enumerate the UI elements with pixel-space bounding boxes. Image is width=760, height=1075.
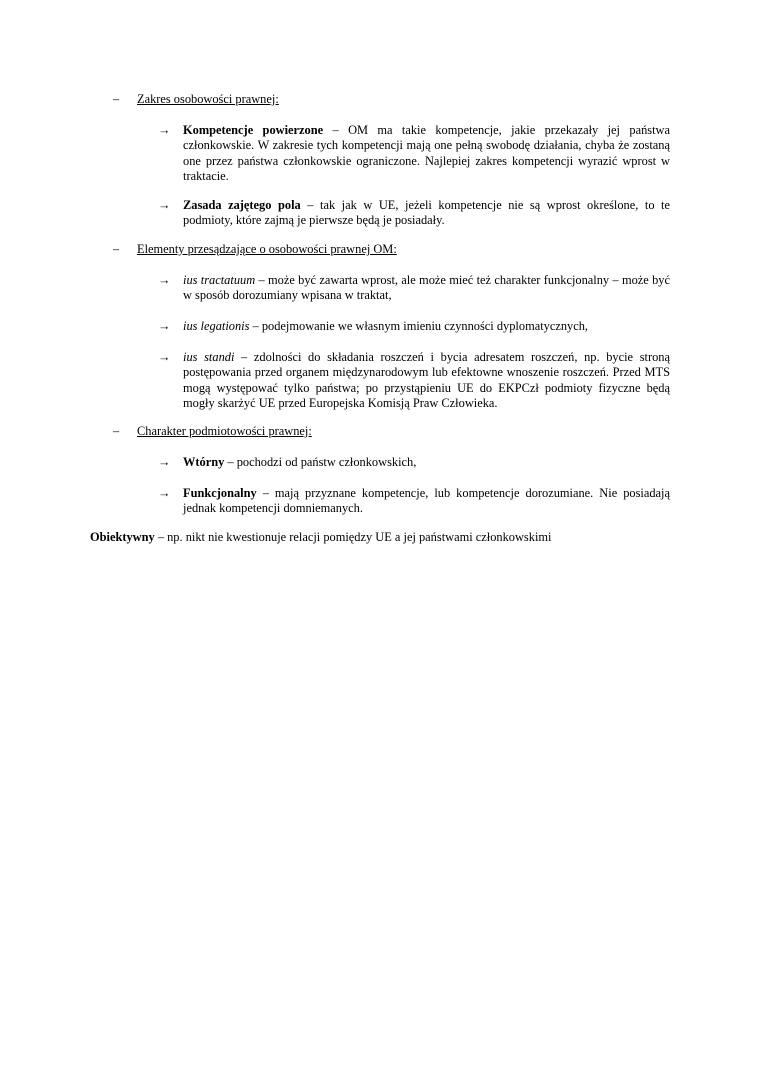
item-text <box>183 123 670 185</box>
final-description: – np. nikt nie kwestionuje relacji pomiędzy UE a jej państwami członkowskimi <box>154 530 552 544</box>
item-description: – zdolności do składania roszczeń i bycia adresatem roszczeń, np. bycie stroną postępowania przed organem międzynarodowym lub efektowne wnoszenie roszczeń. Przed MTS mogą występować tylko państwa; po przystąpieniu UE do EKPCzł podmioty fizyczne będą mogły skarżyć UE przed Europejska Komisją Praw Człowieka. <box>183 350 670 411</box>
list-item <box>158 486 670 517</box>
item-term: ius legationis <box>183 319 250 333</box>
item-term: ius standi <box>183 350 235 364</box>
dash-bullet: – <box>113 424 120 438</box>
item-text <box>183 319 670 334</box>
item-description: – może być zawarta wprost, ale może mieć też charakter funkcjonalny – może być w sposób dorozumiany wpisana w traktat, <box>183 273 670 303</box>
list-item <box>158 123 670 185</box>
section-heading: Zakres osobowości prawnej: <box>137 92 279 106</box>
item-description: – OM ma takie kompetencje, jakie przekazały jej państwa członkowskie. W zakresie tych kompetencji mają one pełną swobodę działania, chyba że zostaną one przez państwa członkowskie ograniczone. Najlepiej zakres kompetencji wyrazić wprost w traktacie. <box>183 123 670 184</box>
arrow-bullet: → <box>158 350 171 364</box>
final-paragraph <box>90 530 551 545</box>
item-term: Funkcjonalny <box>183 486 257 500</box>
list-item <box>158 198 670 229</box>
list-item <box>158 350 670 412</box>
item-term: ius tractatuum <box>183 273 256 287</box>
arrow-bullet: → <box>158 319 171 333</box>
item-term: Zasada zajętego pola <box>183 198 301 212</box>
arrow-bullet: → <box>158 198 171 212</box>
dash-bullet: – <box>113 92 120 106</box>
item-term: Wtórny <box>183 455 225 469</box>
arrow-bullet: → <box>158 273 171 287</box>
item-text <box>183 198 670 229</box>
arrow-bullet: → <box>158 486 171 500</box>
final-term: Obiektywny <box>90 530 155 544</box>
item-description: – tak jak w UE, jeżeli kompetencje nie są wprost określone, to te podmioty, które zajmą je pierwsze będą je posiadały. <box>183 198 670 228</box>
item-description: – pochodzi od państw członkowskich, <box>224 455 417 469</box>
arrow-bullet: → <box>158 123 171 137</box>
arrow-bullet: → <box>158 455 171 469</box>
item-term: Kompetencje powierzone <box>183 123 324 137</box>
list-item <box>158 319 670 334</box>
item-description: – mają przyznane kompetencje, lub kompetencje dorozumiane. Nie posiadają jednak kompetencji domniemanych. <box>183 486 670 516</box>
item-text <box>183 455 670 470</box>
list-item <box>158 273 670 304</box>
section-heading: Elementy przesądzające o osobowości prawnej OM: <box>137 242 397 256</box>
item-text <box>183 486 670 517</box>
item-description: – podejmowanie we własnym imieniu czynności dyplomatycznych, <box>249 319 589 333</box>
item-text <box>183 350 670 412</box>
item-text <box>183 273 670 304</box>
list-item <box>158 455 670 470</box>
section-heading: Charakter podmiotowości prawnej: <box>137 424 312 438</box>
dash-bullet: – <box>113 242 120 256</box>
